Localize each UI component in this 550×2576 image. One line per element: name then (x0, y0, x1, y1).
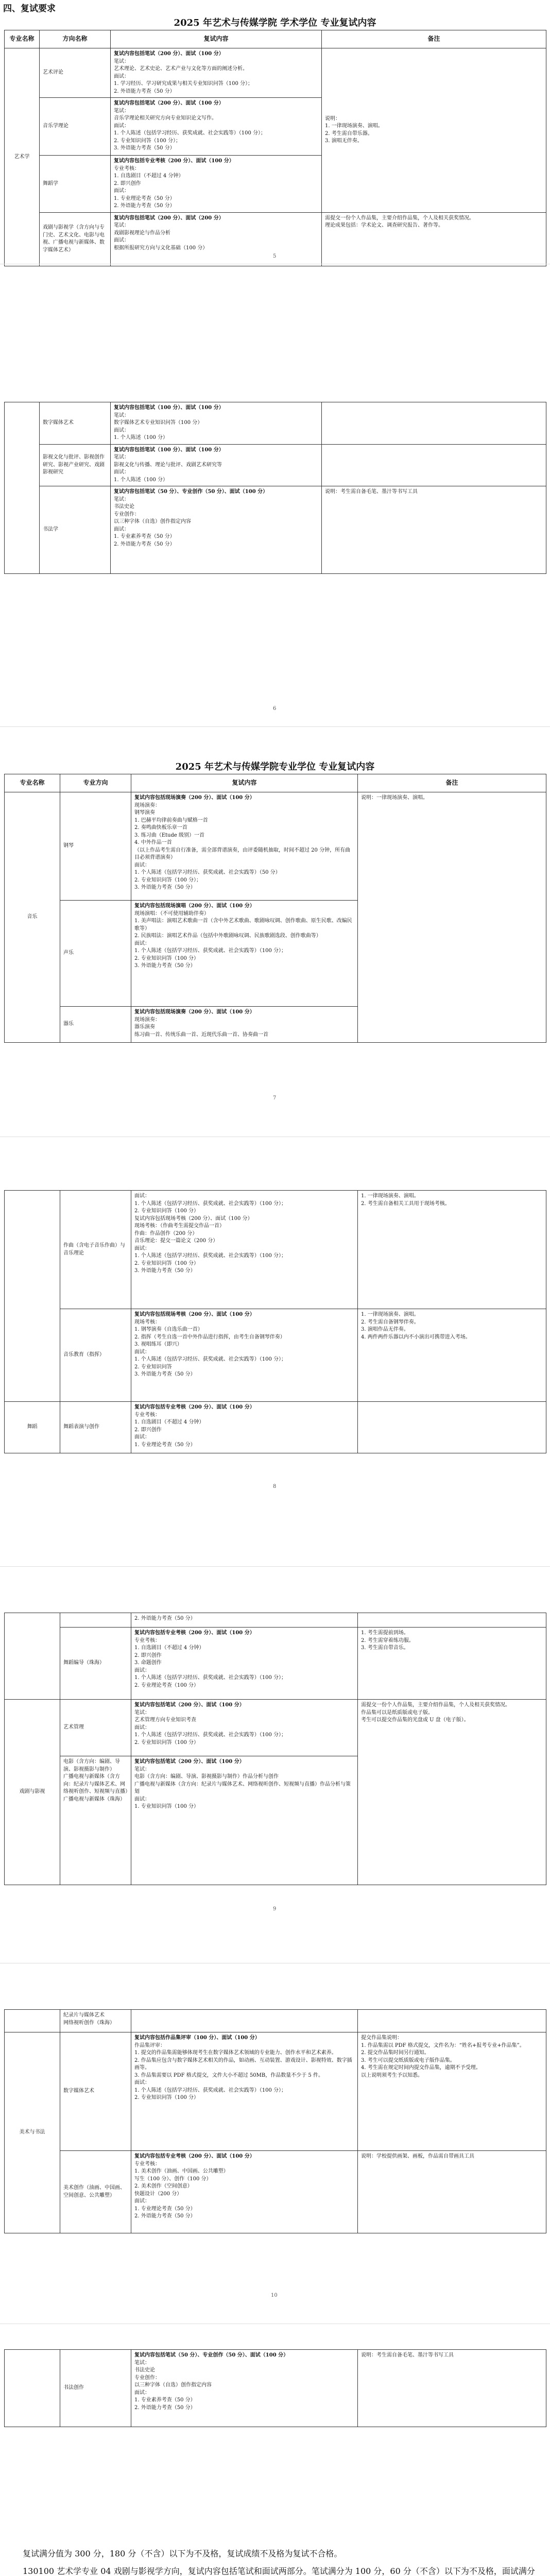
cell-line: 1. 自选剧目（不超过 4 分钟） (134, 1419, 204, 1425)
cell-line: 复试内容包括笔试（200 分）、面试（100 分） (114, 51, 224, 57)
content-cell (131, 1700, 358, 1756)
table2 (4, 774, 546, 1043)
header-major: 专业名称 (5, 30, 40, 48)
cell-line: 2. 专业知识问答（100 分） (134, 955, 199, 961)
cell-line: 2. 考生需自备钢琴伴奏。 (361, 1319, 419, 1325)
cell-line: 书法史论 (114, 504, 134, 510)
cell-line: 理论成果包括：学术论文、调查研究报告、著作等。 (325, 223, 443, 228)
table-row (5, 444, 546, 486)
cell-line: 1. 个人陈述（包括学习经历、获奖成就、社会实践等）（100 分）； (134, 2087, 286, 2093)
cell-line: 2. 专业理论考查（100 分） (134, 1682, 199, 1688)
cell-line: 说明：考生需自备毛笔、墨汁等书写工具 (325, 489, 418, 495)
cell-line: 2. 专业知识问答（100 分）； (134, 877, 201, 883)
cell-line: 1. 美术创作（油画、中国画、公共雕塑） (134, 2168, 229, 2174)
direction-cell: 书法学 (40, 486, 111, 574)
cell-line: 2. 外语能力考查（50 分） (134, 1616, 196, 1621)
cell-line: 面试： (114, 469, 129, 475)
content-cell (131, 2151, 358, 2233)
note-cell (322, 402, 546, 445)
cell-line: 4. 考生需在规定时间内提交作品集，逾期不予受理。 (361, 2065, 481, 2071)
cell-line: 1. 自选剧目（不超过 4 分钟） (134, 1645, 204, 1651)
page-number: 9 (273, 1906, 277, 1912)
cell-line: 数字媒体艺术专业知识问答（100 分） (114, 420, 203, 426)
table1 (4, 30, 546, 266)
cell-line: 2. 专业知识问答（100 分） (134, 1208, 199, 1214)
cell-line: 2. 作品集应包含与数字媒体艺术相关的作品，如动画、互动装置、游戏设计、影视特效、数字插画等。 (134, 2057, 352, 2071)
page-separator (0, 726, 550, 727)
cell-line: 1. 专业素养考查（50 分） (114, 534, 175, 539)
cell-line: 音乐理论：提交一篇论文（200 分） (134, 1238, 218, 1244)
cell-line: 艺术理论、艺术史论、艺术产业与文化等方面的阐述分析。 (114, 66, 248, 72)
cell-line: 1. 个人陈述（包括学习经历、获奖成就、社会实践等）（100 分）； (114, 130, 266, 136)
header-content: 复试内容 (111, 30, 322, 48)
content-cell (131, 1756, 358, 1885)
direction-cell: 舞蹈表演与创作 (60, 1402, 131, 1453)
table-row (5, 1628, 546, 1700)
table-row (5, 2350, 546, 2427)
cell-line: 2. 外语能力考查（50 分） (114, 88, 175, 94)
cell-line: 复试内容包括笔试（200 分）、面试（200 分） (114, 215, 224, 221)
note-cell (358, 792, 546, 1043)
direction-cell: 艺术评论 (40, 48, 111, 98)
major-cell: 美术与书法 (5, 2032, 60, 2233)
page-5 (0, 1597, 550, 1963)
cell-line: 面试： (114, 123, 129, 129)
cell-line: 1. 个人陈述（包括学习经历、获奖成就、社会实践等）（100 分）； (134, 1357, 286, 1362)
cell-line: 1. 专业理论考查（50 分） (134, 1442, 196, 1448)
major-cell: 舞蹈 (5, 1402, 60, 1453)
cell-line: 电影（含方向：编剧、导演、影视摄影与制作） (63, 1759, 120, 1772)
content-cell (131, 792, 358, 901)
cell-line: 3. 练习曲（Etude 级别）一首 (134, 832, 204, 838)
major-cell (5, 1613, 60, 1700)
page-2 (0, 376, 550, 726)
major-cell (5, 402, 40, 574)
page-number: 5 (273, 253, 277, 259)
cell-line: 写生（100 分）、创作（100 分） (134, 2176, 212, 2182)
cell-line: 面试： (114, 238, 129, 243)
direction-cell: 影视文化与批评、影视创作研究、影视产业研究、戏剧影视研究 (40, 444, 111, 486)
note-cell (358, 1309, 546, 1402)
table1-continued (4, 402, 546, 574)
cell-line: 复试内容包括专业考核（200 分）、面试（100 分） (134, 1630, 255, 1636)
note-cell (358, 2010, 546, 2032)
cell-line: 2. 考生需自备相关工具用于现场考核。 (361, 1200, 450, 1207)
cell-line: 广播电视与新媒体（含方向：纪录片与媒体艺术、网络视听创作、短视频与直播） (63, 1774, 130, 1794)
table2-continued (4, 1190, 546, 1453)
content-cell (111, 486, 322, 574)
direction-cell: 数字媒体艺术 (60, 2032, 131, 2151)
page-number: 7 (273, 1095, 277, 1101)
note-cell (358, 1700, 546, 1885)
cell-line: 复试内容包括现场考核（200 分）、面试（100 分） (134, 1312, 255, 1317)
table2-continued (4, 2349, 546, 2427)
cell-line: 1. 专业知识问答（100 分） (134, 1804, 199, 1809)
cell-line: 提交作品集说明： (361, 2035, 402, 2041)
cell-line: 专业创作： (134, 2375, 160, 2381)
table-row (5, 486, 546, 574)
cell-line: 复试内容包括笔试（200 分）、面试（100 分） (134, 1702, 245, 1708)
cell-line: 2. 外语能力考查（50 分） (134, 2213, 196, 2219)
page-number: 10 (271, 2293, 278, 2298)
header-content: 复试内容 (131, 774, 358, 792)
cell-line: 3. 考生可以提交纸质版或电子版作品集。 (361, 2057, 455, 2063)
header-major: 专业名称 (5, 774, 60, 792)
cell-line: 复试内容包括专业考核（200 分）、面试（100 分） (134, 2154, 255, 2159)
cell-line: 快题设计（200 分） (134, 2191, 182, 2197)
table1-header-row (5, 30, 546, 48)
cell-line: 面试： (134, 1245, 150, 1251)
cell-line: 1. 个人陈述（100 分） (114, 477, 168, 483)
cell-line: 现场考核：（作曲考生需提交作品一首） (134, 1223, 225, 1229)
cell-line: 3. 视唱练耳（即兴） (134, 1342, 182, 1347)
content-cell (111, 156, 322, 213)
cell-line: 面试： (134, 1349, 150, 1355)
cell-line: 2. 提交作品集时间另行通知。 (361, 2050, 429, 2056)
note-paragraph: 130100 艺术学专业 04 戏剧与影视学方向，复试内容包括笔试和面试两部分。笔试满分为 100 分，60 分（不含）以下为不及格，面试满分 (23, 2566, 535, 2576)
note-paragraph: 复试满分值为 300 分，180 分（不含）以下为不及格，复试成绩不及格为复试不合格。 (23, 2549, 342, 2558)
cell-line: 书法史论 (134, 2367, 155, 2373)
content-cell (131, 2350, 358, 2427)
cell-line: 2. 考生需穿着练功服。 (361, 1637, 414, 1643)
table-row (5, 1613, 546, 1628)
cell-line: 2. 考生需自带乐器。 (325, 130, 373, 137)
cell-line: 广播电视与新媒体（含方向：纪录片与媒体艺术、网络视听创作、短视频与直播）作品分析与策划 (134, 1781, 351, 1794)
cell-line: 作曲：作品创作（200 分） (134, 1230, 198, 1236)
page-separator (0, 1566, 550, 1567)
cell-line: 需提交一份个人作品集，主要介绍作品集，个人及相关获奖情况。 (361, 1702, 510, 1708)
notes (23, 2545, 543, 2576)
cell-line: 考生可以提交作品集的光盘或 U 盘（电子版）。 (361, 1717, 469, 1723)
table2-header-row (5, 774, 546, 792)
cell-line: 作品集评审： (134, 2042, 165, 2048)
cell-line: 钢琴演奏 (134, 810, 155, 816)
direction-cell: 舞蹈学 (40, 156, 111, 213)
direction-cell (60, 2010, 131, 2032)
table-row (5, 2151, 546, 2233)
table-row (5, 1402, 546, 1453)
note-cell (358, 1402, 546, 1453)
cell-line: 4. 两件两件乐器以内不小演出可携带进入考场。 (361, 1334, 471, 1340)
table-row (5, 1700, 546, 1756)
cell-line: 2. 即兴创作 (114, 180, 141, 187)
table-row (5, 2032, 546, 2151)
direction-cell: 钢琴 (60, 792, 131, 901)
header-notes: 备注 (322, 30, 546, 48)
cell-line: 笔试： (134, 2360, 150, 2366)
cell-line: 1. 个人陈述（包括学习经历、获奖成就、社会实践等）（100 分）； (134, 1253, 286, 1259)
cell-line: 1. 个人陈述（包括学习经历、获奖成就、社会实践等）（100 分）； (134, 1675, 286, 1681)
cell-line: 音乐学理论相关研究方向专业知识论文写作。 (114, 115, 217, 121)
table2-continued (4, 2009, 546, 2233)
cell-line: 面试： (134, 1193, 150, 1199)
cell-line: 2. 专业知识问答（100 分） (134, 2095, 199, 2100)
cell-line: 面试： (134, 1796, 150, 1802)
content-cell (131, 1628, 358, 1700)
cell-line: 面试： (134, 1667, 150, 1673)
cell-line: 2. 美术创作（空间创意） (134, 2183, 193, 2189)
note-text (325, 115, 543, 145)
content-cell (111, 444, 322, 486)
cell-line: 3. 外语能力考查（50 分） (114, 145, 175, 151)
cell-line: 复试内容包括笔试（100 分）、面试（100 分） (114, 405, 224, 411)
direction-cell: 声乐 (60, 901, 131, 1007)
cell-line: 根据所报研究方向与文化基础（100 分） (114, 245, 208, 251)
cell-line: 复试内容包括作品集评审（100 分）、面试（100 分） (134, 2035, 260, 2041)
cell-line: 1. 作品集需以 PDF 格式提交，文件名为：“姓名+报考专业+作品集”。 (361, 2042, 525, 2048)
cell-line: 2. 专业知识问答（100 分） (134, 1260, 199, 1266)
cell-line: 以三种字体（自选）创作指定内容 (134, 2382, 212, 2388)
cell-line: 1. 一律现场演奏、演唱。 (325, 123, 383, 129)
direction-cell (60, 1613, 131, 1628)
cell-line: 说明：一律现场演奏、演唱。 (361, 795, 428, 801)
direction-cell: 音乐学理论 (40, 98, 111, 156)
cell-line: 复试内容包括专业考核（200 分）、面试（100 分） (134, 1404, 255, 1410)
cell-line: 专业考核： (134, 1412, 160, 1418)
table2-continued (4, 1613, 546, 1885)
cell-line: 现场演唱：（不可使用辅助伴奏） (134, 910, 209, 917)
cell-line: 3. 演唱作品无伴奏。 (361, 1327, 409, 1332)
cell-line: 2. 专业知识问答（100 分） (134, 1739, 199, 1745)
cell-line: 3. 外语能力考查（50 分） (134, 1268, 196, 1274)
cell-line: 1. 自选剧目（不超过 4 分钟） (114, 173, 184, 179)
cell-line: 3. 考生需自带音乐。 (361, 1645, 409, 1651)
page-1 (0, 0, 550, 264)
table-row (5, 2010, 546, 2032)
cell-line: 面试： (134, 1434, 150, 1440)
cell-line: 以三种字体（自选）创作指定内容 (114, 519, 191, 524)
cell-line: 面试： (134, 2389, 150, 2396)
page-6 (0, 1994, 550, 2324)
note-cell (358, 1628, 546, 1700)
page-7 (0, 2349, 550, 2576)
cell-line: 练习曲一首、传统乐曲一首、近现代乐曲一首、协奏曲一首 (134, 1031, 268, 1038)
cell-line: 电影（含方向：编剧、导演、影视摄影与制作）作品分析与创作 (134, 1774, 279, 1780)
cell-line: 1. 提交的作品集需能够体现考生在数字媒体艺术领域的专业能力、创作水平和艺术素养。 (134, 2050, 337, 2056)
note-cell (322, 444, 546, 486)
direction-cell: 器乐 (60, 1007, 131, 1043)
cell-line: 复试内容包括笔试（200 分）、面试（100 分） (114, 100, 224, 106)
cell-line: 复试内容包括笔试（200 分）、面试（100 分） (134, 1759, 245, 1765)
content-cell (111, 48, 322, 98)
cell-line: 面试： (134, 2080, 150, 2086)
cell-line: 1. 个人陈述（包括学习经历、获奖成就、社会实践等）（100 分）； (134, 1732, 286, 1738)
cell-line: 2. 指挥（考生自选一首中外作品进行指挥，由考生自备钢琴伴奏） (134, 1334, 285, 1340)
note-cell (358, 2151, 546, 2233)
note-cell (358, 1191, 546, 1309)
note-cell (358, 2032, 546, 2151)
cell-line: 说明： (325, 115, 340, 122)
cell-line: 纪录片与媒体艺术 (63, 2012, 105, 2018)
table2-title: 2025 年艺术与传媒学院专业学位 专业复试内容 (175, 761, 375, 772)
header-direction: 方向名称 (40, 30, 111, 48)
major-cell: 戏剧与影视 (5, 1700, 60, 1885)
cell-line: 笔试： (114, 58, 129, 64)
cell-line: 3. 命题创作 (134, 1660, 162, 1666)
cell-line: 2. 外语能力考查（50 分） (134, 2404, 196, 2411)
content-cell (131, 1191, 358, 1309)
direction-cell: 数字媒体艺术 (40, 402, 111, 445)
cell-line: 复试内容包括专业考核（200 分）、面试（100 分） (114, 158, 234, 164)
direction-cell: 艺术管理 (60, 1700, 131, 1756)
direction-cell: 书法创作 (60, 2350, 131, 2427)
cell-line: 1. 一律现场演奏、演唱。 (361, 1193, 419, 1199)
major-cell (5, 2350, 60, 2427)
table-row (5, 1191, 546, 1309)
cell-line: 复试内容包括现场演奏（200 分）、面试（100 分） (134, 1009, 255, 1015)
cell-line: 说明：学校提供画架、画板，作品需自带画具工具 (361, 2154, 474, 2159)
cell-line: 复试内容包括笔试（100 分）、面试（100 分） (114, 447, 224, 453)
cell-line: 专业考核： (114, 165, 140, 172)
cell-line: 专业创作： (114, 511, 140, 517)
content-cell (131, 1613, 358, 1628)
section-title: 四、复试要求 (3, 4, 56, 14)
content-cell (111, 212, 322, 266)
cell-line: 1. 学习经历、学习研究成果与相关专业知识问答（100 分）； (114, 81, 253, 87)
cell-line: 器乐演奏 (134, 1024, 155, 1030)
cell-line: 笔试： (114, 412, 129, 418)
cell-line: 现场演奏： (134, 1016, 160, 1023)
cell-line: 3. 外语能力考查（50 分） (134, 1371, 196, 1377)
cell-line: 笔试： (114, 454, 129, 460)
cell-line: 面试： (114, 526, 129, 532)
cell-line: 1. 考生需提前到场。 (361, 1630, 409, 1636)
header-direction: 专业方向 (60, 774, 131, 792)
content-cell (131, 1402, 358, 1453)
cell-line: 说明：考生需自备毛笔、墨汁等书写工具 (361, 2352, 454, 2358)
cell-line: 作品集可以是纸质版或电子版。 (361, 1709, 433, 1716)
cell-line: 1. 钢琴演奏（自选乐曲一首） (134, 1327, 203, 1332)
cell-line: （以上作品考生需自行准备，需全部背谱演奏，由评委随机抽取，时间不超过 20 分钟，所有曲目必须背谱演奏） (134, 847, 351, 860)
cell-line: 1. 巴赫平均律前奏曲与赋格一首 (134, 817, 208, 823)
cell-line: 复试内容包括现场考核（200 分）、面试（100 分） (134, 1215, 253, 1222)
cell-line: 2. 即兴创作 (134, 1427, 162, 1433)
cell-line: 面试： (134, 940, 150, 946)
content-cell (131, 901, 358, 1007)
cell-line: 3. 演唱无伴奏。 (325, 138, 363, 144)
cell-line: 复试内容包括笔试（50 分）、专业创作（50 分）、面试（100 分） (134, 2352, 289, 2358)
cell-line: 面试： (134, 862, 150, 868)
cell-line: 2. 专业知识问答 (134, 1364, 172, 1370)
cell-line: 专业考核： (134, 1637, 160, 1643)
cell-line: 现场考核： (134, 1319, 160, 1325)
table-row (5, 402, 546, 445)
cell-line: 1. 专业理论考查（50 分） (114, 195, 175, 201)
cell-line: 笔试： (114, 108, 129, 114)
cell-line: 影视文化与传播、理论与批评、戏剧艺术研究等 (114, 462, 222, 468)
note-cell (358, 1613, 546, 1628)
cell-line: 面试： (114, 188, 129, 194)
cell-line: 3. 外语能力考查（50 分） (134, 963, 196, 969)
cell-line: 1. 专业素养考查（50 分） (134, 2397, 196, 2403)
table-row (5, 1309, 546, 1402)
cell-line: 笔试： (134, 1766, 150, 1772)
cell-line: 4. 中外作品一首 (134, 840, 172, 845)
page-3 (0, 745, 550, 1137)
cell-line: 2. 民族唱法：演唱艺术作品（包括中外歌剧咏叹调、民族歌剧选段、创作歌曲等） (134, 933, 321, 939)
major-cell (5, 1191, 60, 1402)
cell-line: 复试内容包括现场演唱（200 分）、面试（100 分） (134, 903, 255, 909)
note-cell (322, 48, 546, 213)
note-cell (322, 486, 546, 574)
page-number: 8 (273, 1484, 277, 1489)
content-cell (131, 2032, 358, 2151)
cell-line: 1. 个人陈述（包括学习经历、获奖成就、社会实践等）（100 分）； (134, 948, 286, 954)
direction-cell: 舞蹈编导（珠海） (60, 1628, 131, 1700)
cell-line: 1. 个人陈述（包括学习经历、获奖成就、社会实践等）（50 分） (134, 870, 281, 875)
cell-line: 笔试： (134, 1709, 150, 1716)
major-cell (5, 2010, 60, 2032)
cell-line: 面试： (134, 2198, 150, 2204)
direction-cell: 美术创作（油画、中国画、空间创意、公共雕塑） (60, 2151, 131, 2233)
cell-line: 面试： (114, 73, 129, 79)
cell-line: 需提交一份个人作品集，主要介绍作品集，个人及相关获奖情况。 (325, 215, 474, 221)
major-cell: 音乐 (5, 792, 60, 1043)
cell-line: 现场演奏： (134, 802, 160, 808)
page-4 (0, 1175, 550, 1566)
cell-line: 戏剧影视理论与作品分析 (114, 230, 170, 236)
table-row (5, 48, 546, 98)
cell-line: 1. 美声唱法：演唱艺术歌曲一首（含中外艺术歌曲、歌剧咏叹调、创作歌曲、原生民歌、改编民歌等） (134, 918, 352, 931)
cell-line: 专业考核： (134, 2161, 160, 2167)
cell-line: 2. 外语能力考查（50 分） (114, 203, 175, 209)
table1-title: 2025 年艺术与传媒学院 学术学位 专业复试内容 (174, 18, 376, 28)
page-number: 6 (273, 706, 277, 711)
cell-line: 3. 作品集需要以 PDF 格式提交，文件大小不超过 50MB，作品数量不少于 5 件。 (134, 2072, 323, 2078)
direction-cell: 作曲（含电子音乐作曲）与音乐理论 (60, 1191, 131, 1309)
direction-cell: 戏剧与影视学（含方向与专门史、艺术文化、电影与电视、广播电视与新媒体、数字媒体艺术） (40, 212, 111, 266)
cell-line: 2. 专业知识问答（100 分）； (114, 138, 181, 144)
cell-line: 1. 个人陈述（包括学习经历、获奖成就、社会实践等）（100 分）； (134, 1200, 286, 1207)
content-cell (111, 402, 322, 445)
cell-line: 1. 一律现场演奏、演唱。 (361, 1312, 419, 1317)
cell-line: 面试： (114, 427, 129, 433)
major-cell: 艺术学 (5, 48, 40, 266)
cell-line: 笔试： (114, 496, 129, 502)
direction-cell: 音乐教育（指挥） (60, 1309, 131, 1402)
note-cell (358, 2350, 546, 2427)
content-cell (111, 98, 322, 156)
cell-line: 复试内容包括笔试（50 分）、专业创作（50 分）、面试（100 分） (114, 489, 268, 495)
cell-line: 2. 外语能力考查（50 分） (114, 541, 175, 547)
content-cell (131, 2010, 358, 2032)
cell-line: 2. 即兴创作 (134, 1652, 162, 1658)
cell-line: 艺术管理方向专业知识考查 (134, 1717, 196, 1723)
direction-cell (60, 1756, 131, 1885)
cell-line: 广播电视与新媒体（珠海） (63, 1796, 125, 1802)
note-cell (322, 212, 546, 266)
cell-line: 以上说明须考生予以知悉。 (361, 2072, 423, 2078)
cell-line: 面试： (134, 1724, 150, 1731)
cell-line: 1. 专业理论考查（50 分） (134, 2206, 196, 2212)
content-cell (131, 1007, 358, 1043)
cell-line: 3. 外语能力考查（50 分） (134, 885, 196, 890)
header-notes: 备注 (358, 774, 546, 792)
content-cell (131, 1309, 358, 1402)
table-row (5, 792, 546, 901)
cell-line: 复试内容包括现场演奏（200 分）、面试（100 分） (134, 795, 255, 801)
cell-line: 网络视听创作（珠海） (63, 2020, 115, 2026)
cell-line: 笔试： (114, 223, 129, 228)
cell-line: 2. 奏鸣曲快板乐章一首 (134, 825, 187, 831)
cell-line: 1. 个人陈述（100 分） (114, 435, 168, 440)
